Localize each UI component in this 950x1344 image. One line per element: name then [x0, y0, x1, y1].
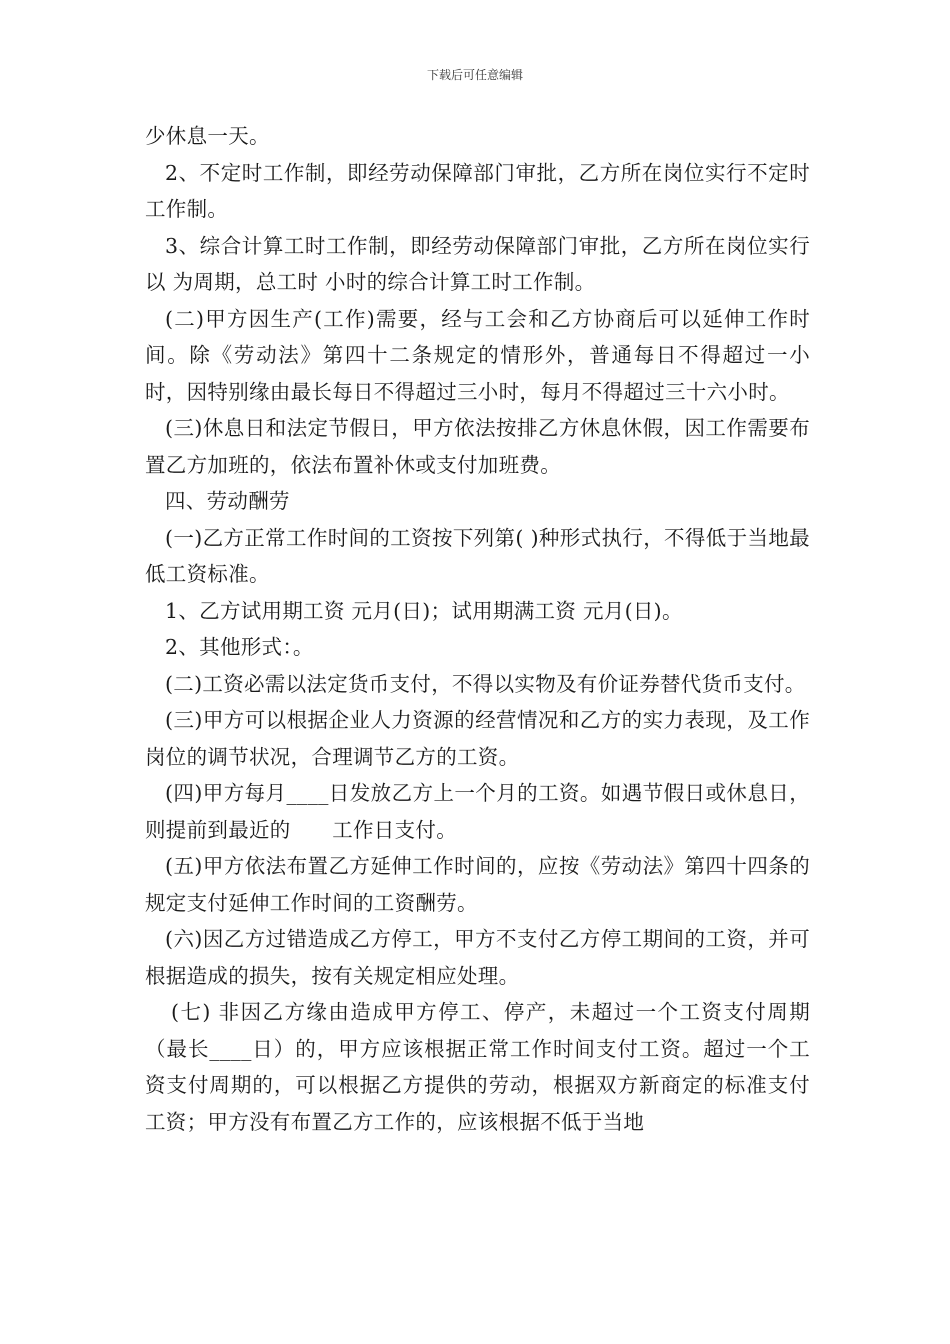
paragraph: (六)因乙方过错造成乙方停工，甲方不支付乙方停工期间的工资，并可根据造成的损失，按有关规定相应处理。: [145, 927, 810, 988]
paragraph: 2、不定时工作制，即经劳动保障部门审批，乙方所在岗位实行不定时工作制。: [145, 160, 810, 221]
page-header: 下载后可任意编辑: [426, 68, 523, 82]
paragraph: 少休息一天。: [145, 124, 270, 148]
paragraph: (二)工资必需以法定货币支付，不得以实物及有价证券替代货币支付。: [165, 671, 806, 696]
paragraph: 3、综合计算工时工作制，即经劳动保障部门审批，乙方所在岗位实行以 为周期，总工时 小时的综合计算工时工作制。: [145, 233, 810, 294]
paragraph: (三)休息日和法定节假日，甲方依法按排乙方休息休假，因工作需要布置乙方加班的，依法布置补休或支付加班费。: [145, 416, 810, 477]
section-heading: 四、劳动酬劳: [165, 489, 290, 513]
paragraph: 2、其他形式：。: [165, 635, 314, 659]
paragraph: 1、乙方试用期工资 元月(日)；试用期满工资 元月(日)。: [165, 598, 683, 623]
paragraph: (四)甲方每月____日发放乙方上一个月的工资。如遇节假日或休息日，则提前到最近的 工作日支付。: [145, 781, 810, 842]
paragraph: (五)甲方依法布置乙方延伸工作时间的，应按《劳动法》第四十四条的规定支付延伸工作时间的工资酬劳。: [145, 854, 810, 915]
paragraph: (二)甲方因生产(工作)需要，经与工会和乙方协商后可以延伸工作时间。除《劳动法》第四十二条规定的情形外，普通每日不得超过一小时，因特别缘由最长每日不得超过三小时，每月不得超过三十六小时。: [145, 306, 810, 404]
document-body: [145, 118, 810, 1140]
paragraph: (三)甲方可以根据企业人力资源的经营情况和乙方的实力表现，及工作岗位的调节状况，合理调节乙方的工资。: [145, 708, 810, 769]
paragraph: (七) 非因乙方缘由造成甲方停工、停产，未超过一个工资支付周期（最长____日）的，甲方应该根据正常工作时间支付工资。超过一个工资支付周期的，可以根据乙方提供的劳动，根据双方新商定的标准支付工资；甲方没有布置乙方工作的，应该根据不低于当地: [145, 1000, 810, 1134]
paragraph: (一)乙方正常工作时间的工资按下列第( )种形式执行，不得低于当地最低工资标准。: [145, 525, 810, 586]
